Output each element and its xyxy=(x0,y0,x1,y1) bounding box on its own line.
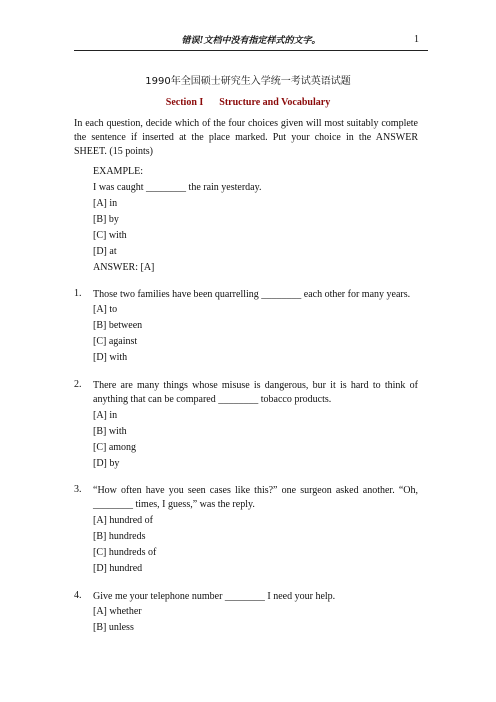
question-option: [D] with xyxy=(93,352,128,363)
question-option: [B] hundreds xyxy=(93,531,146,542)
question-option: [B] with xyxy=(93,426,127,437)
question-number: 2. xyxy=(74,379,82,390)
example-sentence: I was caught ________ the rain yesterday. xyxy=(93,182,262,193)
instructions-paragraph: In each question, decide which of the four choices given will most suitably complete the sentence if inserted at the place marked. Put your choice in the ANSWER SHEET. (15 points) xyxy=(74,118,418,157)
question-option: [C] among xyxy=(93,442,137,453)
question-option: [D] by xyxy=(93,458,120,469)
question-option: [A] hundred of xyxy=(93,515,153,526)
question-text: There are many things whose misuse is dangerous, bur it is hard to think of anything that can be compared ________ tobacco products. xyxy=(93,380,418,405)
exam-title: 1990年全国硕士研究生入学统一考试英语试题 xyxy=(145,76,351,87)
question-text: Those two families have been quarrelling ________ each other for many years. xyxy=(93,289,411,300)
question-number: 3. xyxy=(74,484,82,495)
question-option: [A] whether xyxy=(93,606,142,617)
question-option: [C] against xyxy=(93,336,138,347)
page-number: 1 xyxy=(414,34,419,45)
example-option: [B] by xyxy=(93,214,119,225)
example-heading: EXAMPLE: xyxy=(93,166,143,177)
question-option: [B] between xyxy=(93,320,143,331)
question-option: [A] to xyxy=(93,304,118,315)
example-option: [C] with xyxy=(93,230,127,241)
section-label: Section I xyxy=(165,97,204,108)
question-text: “How often have you seen cases like this?” one surgeon asked another. “Oh, ________ times, I guess,” was the reply. xyxy=(93,485,418,510)
question-option: [C] hundreds of xyxy=(93,547,157,558)
question-option: [B] unless xyxy=(93,622,134,633)
example-option: [A] in xyxy=(93,198,118,209)
question-number: 1. xyxy=(74,288,82,299)
question-option: [A] in xyxy=(93,410,118,421)
section-heading xyxy=(0,97,496,108)
question-text: Give me your telephone number ________ I need your help. xyxy=(93,591,336,602)
question-number: 4. xyxy=(74,590,82,601)
header-text: 错误!文档中没有指定样式的文字。 xyxy=(181,36,321,46)
example-answer: ANSWER: [A] xyxy=(93,262,155,273)
section-name: Structure and Vocabulary xyxy=(219,97,331,108)
example-option: [D] at xyxy=(93,246,117,257)
question-option: [D] hundred xyxy=(93,563,143,574)
page-header xyxy=(74,32,428,51)
